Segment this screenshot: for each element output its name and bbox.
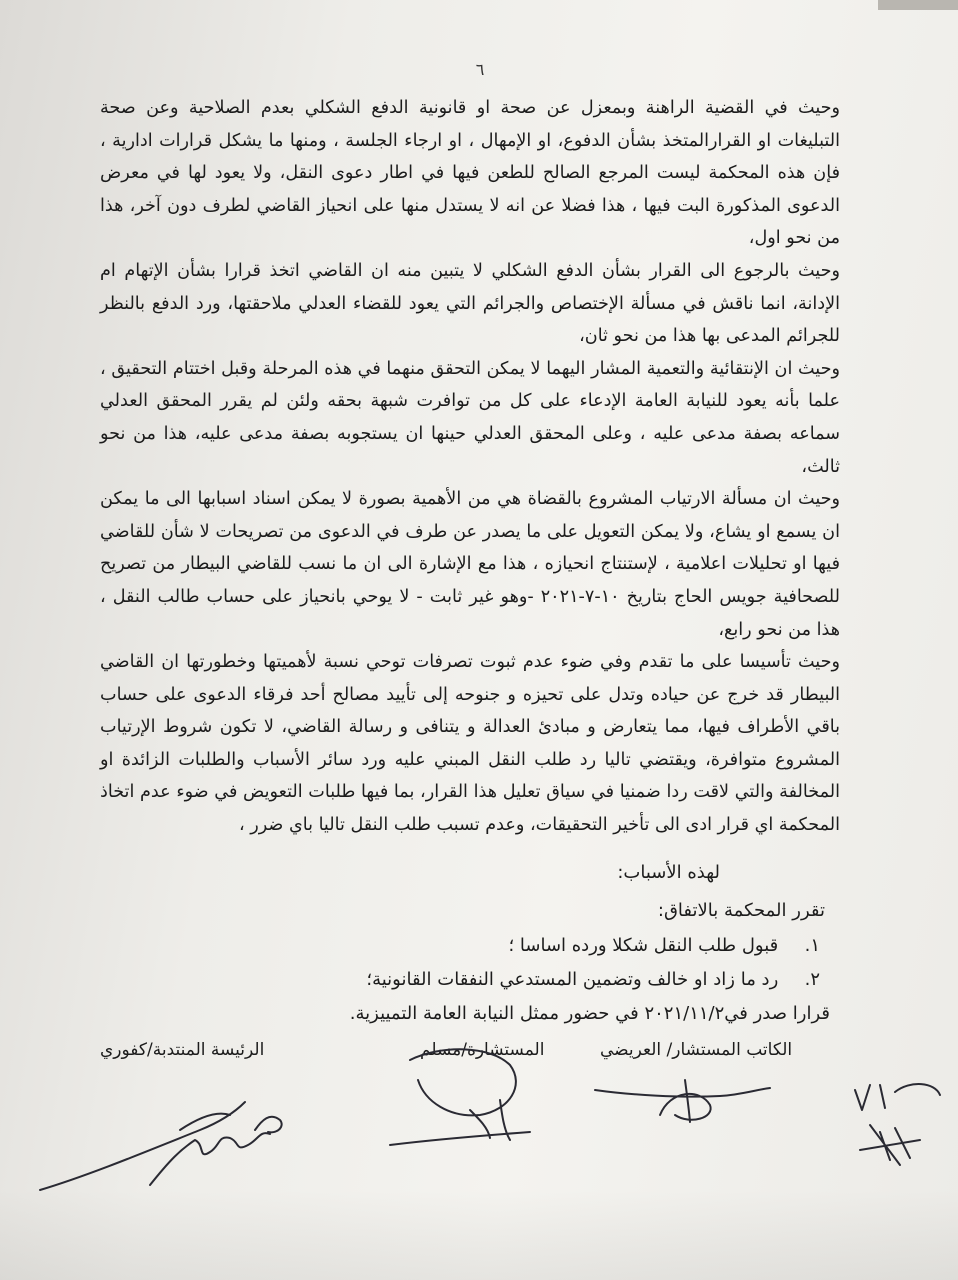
decision-item-text: قبول طلب النقل شكلا ورده اساسا ؛ bbox=[508, 935, 779, 956]
issued-statement: قرارا صدر في٢٠٢١/١١/٢ في حضور ممثل النيابة العامة التمييزية. bbox=[349, 1003, 830, 1024]
paragraph-4: وحيث ان مسألة الارتياب المشروع بالقضاة هي من الأهمية بصورة لا يمكن اسناد اسبابها الى ما يمكن ان يسمع او يشاع، ولا يمكن التعويل على ما يصدر عن طرف في الدعوى من تصريحات لا شأن للقاضي فيها او تحليلات اعلامية ، لإستنتاج انحيازه ، هذا مع الإشارة الى ان ما نسب للقاضي البيطار من تصريح للصحافية جويس الحاج بتاريخ ١٠-٧-٢٠٢١ -وهو غير ثابت - لا يوحي بانحياز على حساب طالب النقل ، هذا من نحو رابع، bbox=[100, 489, 840, 640]
signature-stamp-scribble bbox=[840, 1070, 950, 1170]
decision-item-number: ١. bbox=[804, 935, 820, 956]
court-decides: تقرر المحكمة بالاتفاق: bbox=[657, 900, 825, 921]
decision-item bbox=[200, 969, 820, 990]
paragraph-1: وحيث في القضية الراهنة وبمعزل عن صحة او قانونية الدفع الشكلي بعدم الصلاحية وعن صحة التبليغات او القرارالمتخذ بشأن الدفوع، او الإمهال ، او ارجاء الجلسة ، ومنها ما يشكل قرارات ادارية ، فإن هذه المحكمة ليست المرجع الصالح للطعن فيها في اطار دعوى النقل، ولا يعود لها في معرض الدعوى المذكورة البت فيها ، هذا فضلا عن انه لا يستدل منها على انحياز القاضي لطرف دون آخر، هذا من نحو اول، bbox=[100, 98, 840, 249]
decision-item bbox=[200, 935, 820, 956]
signature-member-scribble bbox=[370, 1040, 550, 1160]
decision-item-text: رد ما زاد او خالف وتضمين المستدعي النفقات القانونية؛ bbox=[366, 969, 779, 990]
page-shadow bbox=[0, 1190, 958, 1280]
document-body bbox=[100, 92, 840, 842]
signature-title-clerk: الكاتب المستشار/ العريضي bbox=[600, 1040, 793, 1060]
paragraph-2: وحيث بالرجوع الى القرار بشأن الدفع الشكلي لا يتبين منه ان القاضي اتخذ قرارا بشأن الإتهام ام الإدانة، انما ناقش في مسألة الإختصاص والجرائم التي يعود للقضاء العدلي ملاحقتها، ورد الدفع بالنظر للجرائم المدعى بها هذا من نحو ثان، bbox=[100, 260, 840, 347]
reasons-heading: لهذه الأسباب: bbox=[617, 862, 720, 883]
paragraph-5: وحيث تأسيسا على ما تقدم وفي ضوء عدم ثبوت تصرفات توحي نسبة لأهميتها وخطورتها ان القاضي البيطار قد خرج عن حياده وتدل على تحيزه و جنوحه إلى تأييد مصالح أحد فرقاء الدعوى على حساب باقي الأطراف فيها، مما يتعارض و مبادئ العدالة و يتنافى و رسالة القاضي، لا تكون شروط الإرتياب المشروع متوافرة، ويقتضي تاليا رد طلب النقل المبني عليه ورد سائر الأسباب والطلبات الزائدة او المخالفة والتي لاقت ردا ضمنيا في سياق تعليل هذا القرار، بما فيها طلبات التعويض في ضوء عدم اتخاذ المحكمة اي قرار ادى الى تأخير التحقيقات، وعدم تسبب طلب النقل تاليا باي ضرر ، bbox=[100, 652, 840, 836]
signature-title-member: المستشارة/مسلم bbox=[420, 1040, 545, 1060]
signature-title-president: الرئيسة المنتدبة/كفوري bbox=[100, 1040, 265, 1060]
signature-clerk-scribble bbox=[590, 1060, 780, 1140]
signature-president-scribble bbox=[30, 1090, 310, 1200]
paragraph-3: وحيث ان الإنتقائية والتعمية المشار اليهما لا يمكن التحقق منهما في هذه المرحلة وقبل اختتام التحقيق ، علما بأنه يعود للنيابة العامة الإدعاء على كل من توافرت شبهة بحقه ولئن لم يقرر المحقق العدلي سماعه بصفة مدعى عليه ، وعلى المحقق العدلي حينها ان يستجوبه بصفة مدعى عليه، هذا من نحو ثالث، bbox=[100, 358, 840, 477]
decision-item-number: ٢. bbox=[804, 969, 820, 990]
page-number: ٦ bbox=[475, 60, 485, 79]
